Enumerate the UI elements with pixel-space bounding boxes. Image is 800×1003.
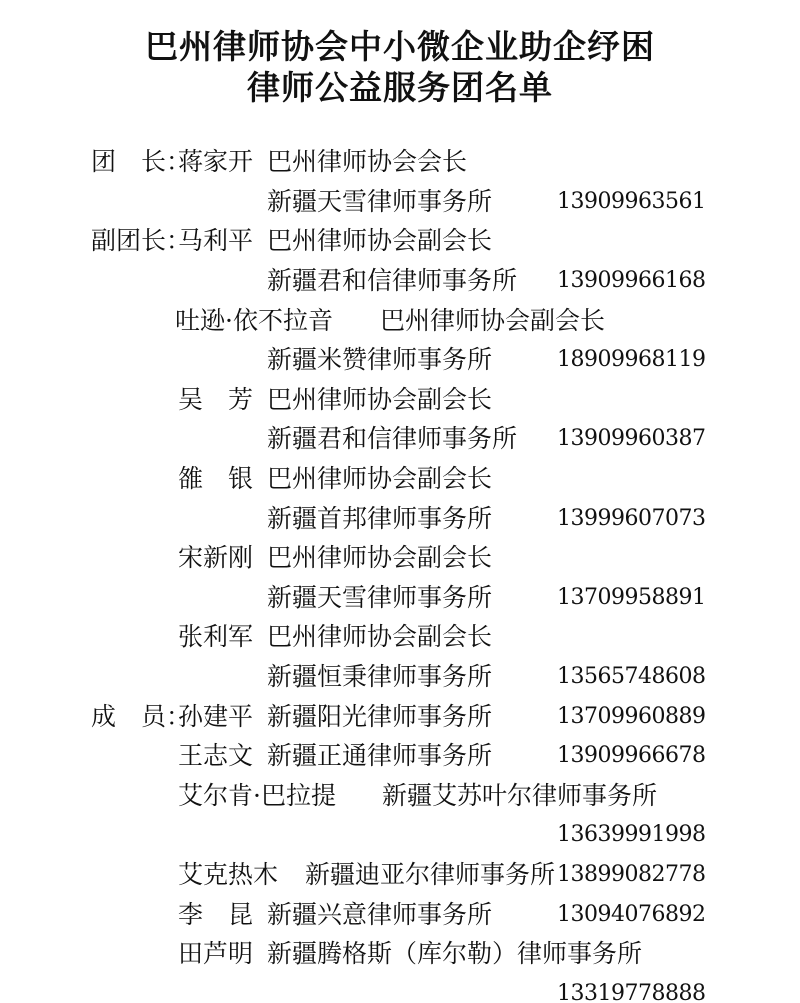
role-label: 团 长： [91,147,192,176]
member-name: 雒 银 [178,464,254,493]
phone-number: 13094076892 [557,902,706,927]
member-title: 巴州律师协会副会长 [267,226,493,255]
roster-line [0,266,800,298]
law-firm: 新疆米赞律师事务所 [267,345,493,374]
member-title: 巴州律师协会副会长 [267,464,493,493]
member-name: 李 昆 [178,900,254,929]
roster-line [0,464,800,496]
document-title-line-2: 律师公益服务团名单 [247,68,553,107]
member-name: 蒋家开 [178,147,254,176]
roster-line [0,741,800,773]
phone-number: 13909966678 [557,743,706,768]
roster-line [0,979,800,1003]
member-name: 田芦明 [178,939,254,968]
member-title: 巴州律师协会副会长 [380,306,606,335]
member-name: 王志文 [178,741,254,770]
roster-line [0,662,800,694]
roster-line [0,226,800,258]
member-name: 马利平 [178,226,254,255]
member-title: 巴州律师协会会长 [267,147,468,176]
member-name: 吐逊·依不拉音 [175,306,333,335]
law-firm: 新疆迪亚尔律师事务所 [305,860,556,889]
phone-number: 13709960889 [557,704,706,729]
phone-number: 13639991998 [557,822,706,847]
member-name: 艾克热木 [178,860,279,889]
roster-line [0,504,800,536]
member-title: 巴州律师协会副会长 [267,622,493,651]
phone-number: 13709958891 [557,585,706,610]
phone-number: 13899082778 [557,862,706,887]
phone-number: 13319778888 [557,981,706,1003]
roster-line [0,702,800,734]
roster-line [0,939,800,971]
roster-line [0,543,800,575]
phone-number: 18909968119 [557,347,706,372]
law-firm: 新疆腾格斯（库尔勒）律师事务所 [267,939,643,968]
law-firm: 新疆艾苏叶尔律师事务所 [382,781,658,810]
law-firm: 新疆天雪律师事务所 [267,583,493,612]
member-name: 艾尔肯·巴拉提 [178,781,336,810]
law-firm: 新疆兴意律师事务所 [267,900,493,929]
phone-number: 13909966168 [557,268,706,293]
document-title-line-1: 巴州律师协会中小微企业助企纾困 [145,27,655,66]
roster-line [0,424,800,456]
role-label: 成 员： [91,702,192,731]
roster-line [0,385,800,417]
member-name: 吴 芳 [178,385,254,414]
roster-line [0,345,800,377]
roster-line [0,820,800,852]
roster-line [0,187,800,219]
role-label: 副团长： [91,226,192,255]
roster-line [0,781,800,813]
roster-line [0,583,800,615]
phone-number: 13909963561 [557,189,706,214]
law-firm: 新疆君和信律师事务所 [267,424,518,453]
member-title: 巴州律师协会副会长 [267,543,493,572]
law-firm: 新疆阳光律师事务所 [267,702,493,731]
law-firm: 新疆首邦律师事务所 [267,504,493,533]
phone-number: 13999607073 [557,506,706,531]
roster-line [0,622,800,654]
member-name: 孙建平 [178,702,254,731]
law-firm: 新疆天雪律师事务所 [267,187,493,216]
member-name: 张利军 [178,622,254,651]
law-firm: 新疆正通律师事务所 [267,741,493,770]
roster-line [0,860,800,892]
law-firm: 新疆君和信律师事务所 [267,266,518,295]
phone-number: 13909960387 [557,426,706,451]
roster-line [0,306,800,338]
roster-line [0,147,800,179]
law-firm: 新疆恒秉律师事务所 [267,662,493,691]
document-title [0,26,800,108]
phone-number: 13565748608 [557,664,706,689]
member-name: 宋新刚 [178,543,254,572]
roster-line [0,900,800,932]
member-title: 巴州律师协会副会长 [267,385,493,414]
